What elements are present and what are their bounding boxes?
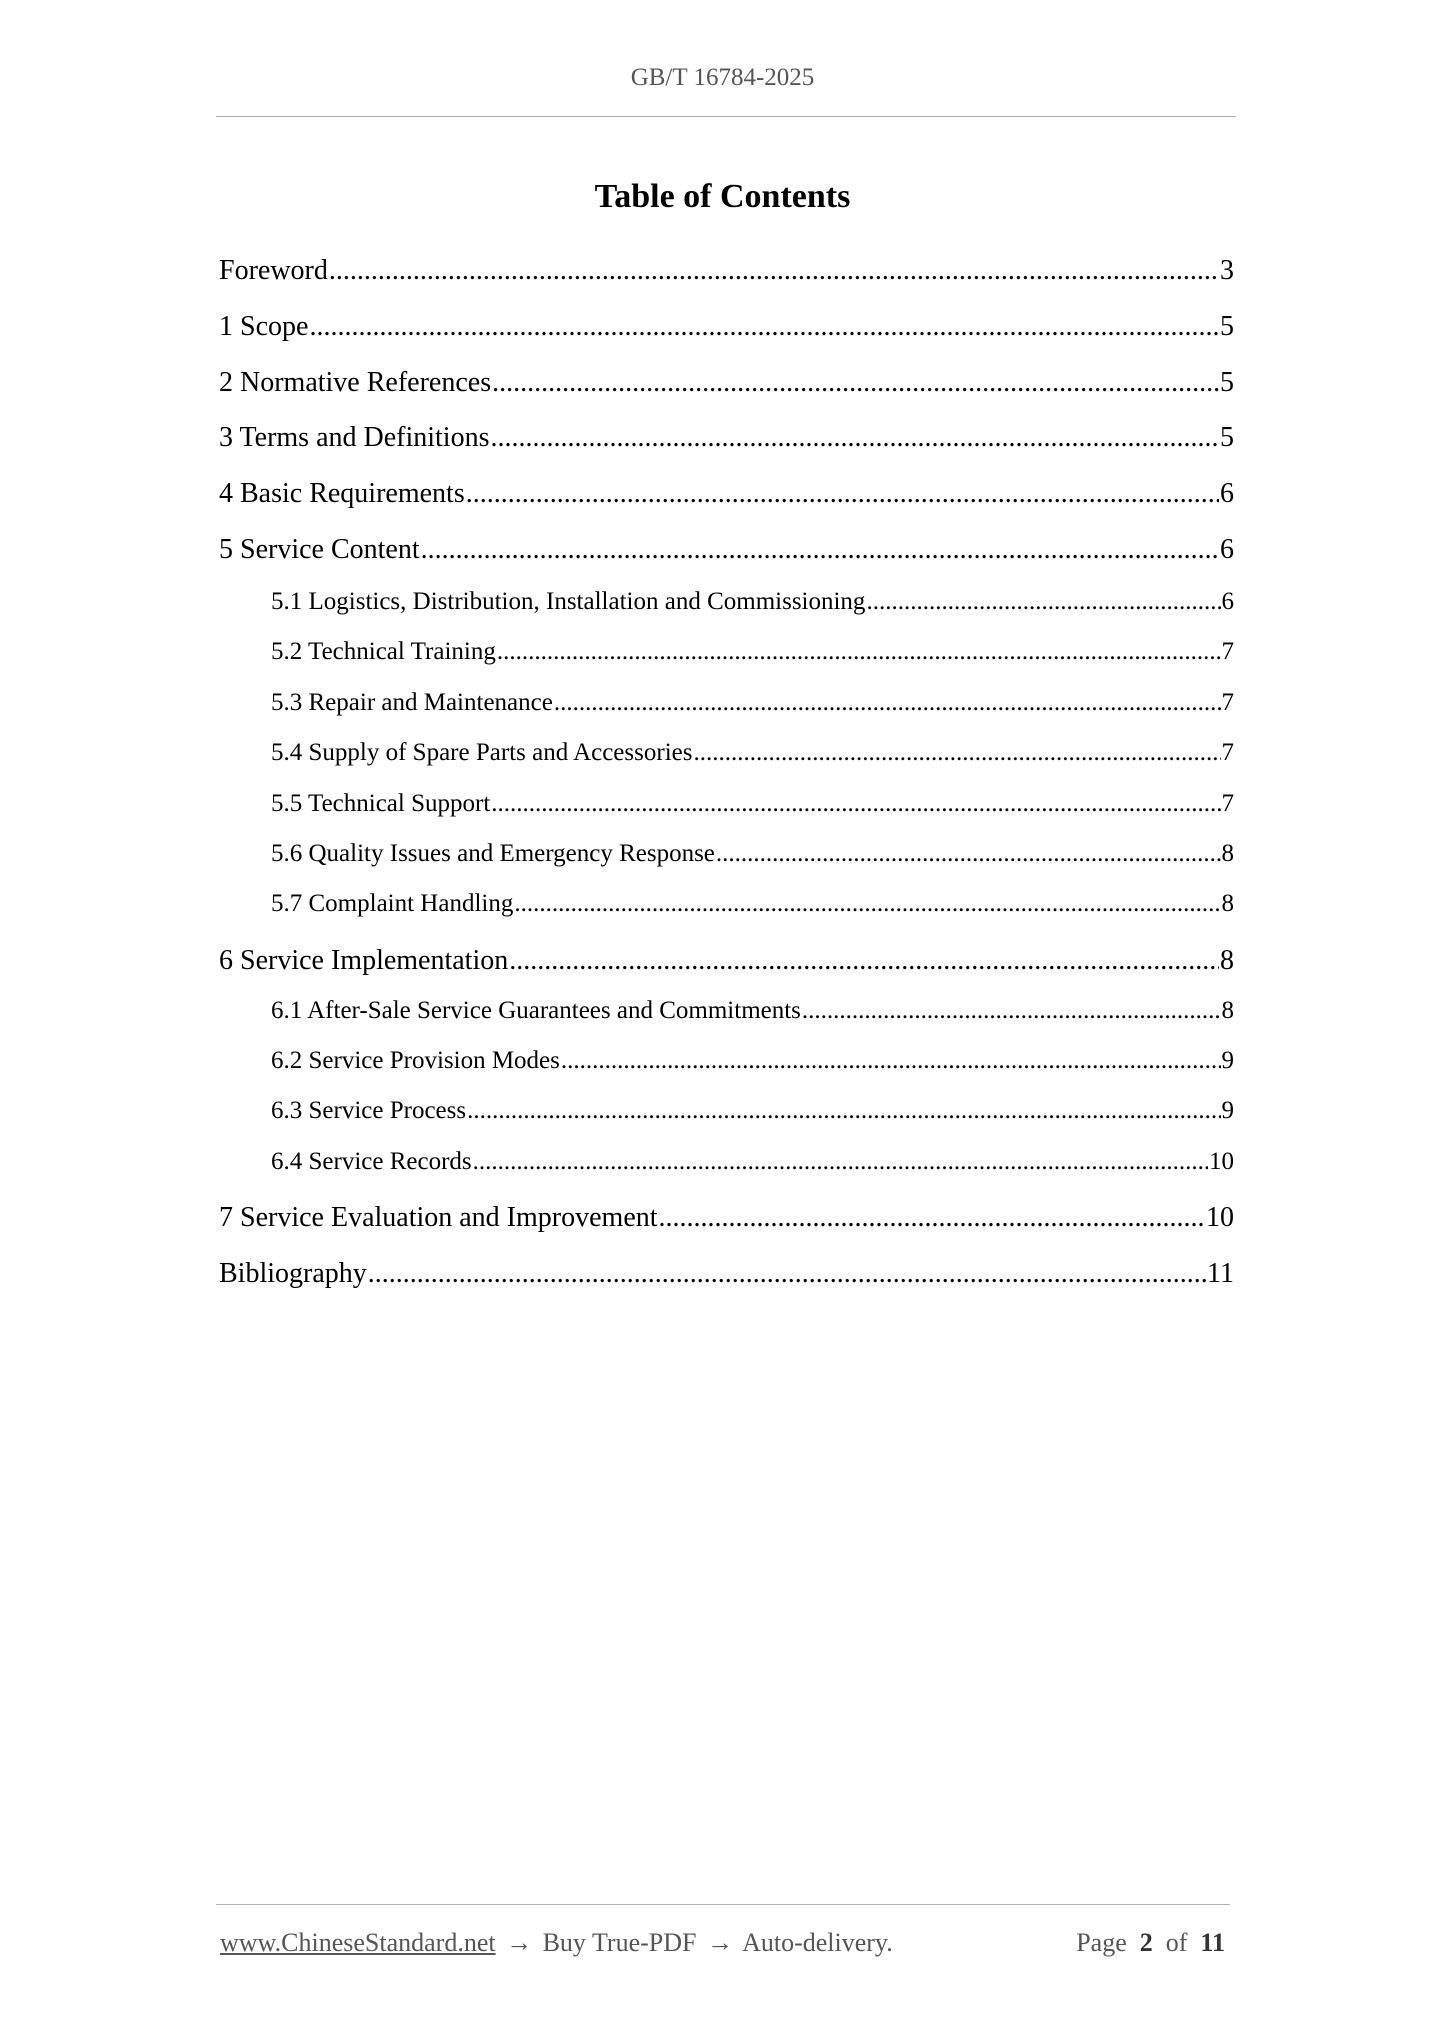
toc-entry-page: 7 [1221, 739, 1234, 766]
dot-leader [467, 1097, 1220, 1125]
toc-entry-page: 9 [1221, 1047, 1234, 1074]
footer-divider [216, 1904, 1230, 1905]
toc-entry-label: 5 Service Content [219, 534, 420, 565]
toc-subentry[interactable] [271, 739, 1234, 767]
toc-title: Table of Contents [594, 178, 851, 215]
toc-entry-page: 10 [1206, 1202, 1234, 1233]
toc-subentry[interactable] [271, 588, 1234, 616]
toc-entry-label: Foreword [219, 255, 328, 286]
footer-promo [220, 1928, 893, 1958]
toc-entry-label: 6 Service Implementation [219, 945, 509, 976]
arrow-right-icon: → [506, 1928, 533, 1957]
toc-entry[interactable] [219, 422, 1234, 454]
toc-entry-page: 8 [1221, 997, 1234, 1024]
toc-entry-page: 7 [1221, 689, 1234, 716]
dot-leader [866, 588, 1220, 616]
dot-leader [554, 689, 1221, 717]
toc-entry-label: 1 Scope [219, 311, 309, 342]
toc-entry-label: 5.1 Logistics, Distribution, Installation and Commissioning [271, 588, 866, 615]
toc-entry-page: 5 [1220, 367, 1234, 398]
dot-leader [659, 1202, 1205, 1234]
toc-entry-label: Bibliography [219, 1258, 367, 1289]
toc-entry[interactable] [219, 255, 1234, 287]
toc-entry-label: 5.4 Supply of Spare Parts and Accessories [271, 739, 693, 766]
toc-entry-label: 6.2 Service Provision Modes [271, 1047, 560, 1074]
toc-entry-page: 8 [1220, 945, 1234, 976]
toc-subentry[interactable] [271, 1097, 1234, 1125]
toc-subentry[interactable] [271, 840, 1234, 868]
toc-entry[interactable] [219, 534, 1234, 566]
page-total: 11 [1200, 1928, 1225, 1957]
toc-entry-label: 2 Normative References [219, 367, 492, 398]
dot-leader [693, 739, 1220, 767]
toc-entry-page: 5 [1220, 422, 1234, 453]
dot-leader [802, 997, 1221, 1025]
dot-leader [514, 890, 1220, 918]
toc-entry-label: 4 Basic Requirements [219, 478, 465, 509]
toc-subentry[interactable] [271, 997, 1234, 1025]
toc-entry-page: 7 [1221, 638, 1234, 665]
dot-leader [473, 1148, 1208, 1176]
header-divider [216, 116, 1236, 117]
toc-entry-label: 5.5 Technical Support [271, 790, 491, 817]
toc-entry-page: 5 [1220, 311, 1234, 342]
dot-leader [716, 840, 1221, 868]
dot-leader [490, 422, 1219, 454]
toc-entry-label: 5.2 Technical Training [271, 638, 496, 665]
dot-leader [491, 790, 1220, 818]
dot-leader [492, 367, 1219, 399]
toc-entry-page: 6 [1221, 588, 1234, 615]
toc-entry-label: 5.7 Complaint Handling [271, 890, 514, 917]
toc-entry-page: 3 [1220, 255, 1234, 286]
toc-subentry[interactable] [271, 1148, 1234, 1176]
toc-entry-label: 5.3 Repair and Maintenance [271, 689, 553, 716]
toc-entry[interactable] [219, 945, 1234, 977]
toc-subentry[interactable] [271, 1047, 1234, 1075]
site-link[interactable]: www.ChineseStandard.net [220, 1928, 496, 1957]
toc-entry-page: 8 [1221, 890, 1234, 917]
dot-leader [561, 1047, 1221, 1075]
toc-entry-page: 6 [1220, 478, 1234, 509]
dot-leader [509, 945, 1219, 977]
toc-entry[interactable] [219, 1202, 1234, 1234]
page-current: 2 [1139, 1928, 1153, 1957]
dot-leader [329, 255, 1219, 287]
toc-subentry[interactable] [271, 790, 1234, 818]
dot-leader [368, 1258, 1206, 1290]
toc-entry[interactable] [219, 478, 1234, 510]
toc-entry[interactable] [219, 367, 1234, 399]
toc-entry-page: 10 [1209, 1148, 1234, 1175]
toc-entry-label: 6.3 Service Process [271, 1097, 467, 1124]
toc-entry-label: 6.4 Service Records [271, 1148, 472, 1175]
toc-entry-page: 7 [1221, 790, 1234, 817]
toc-entry-label: 5.6 Quality Issues and Emergency Response [271, 840, 715, 867]
page-number [1076, 1928, 1225, 1958]
dot-leader [497, 638, 1221, 666]
page-header: GB/T 16784-2025 [630, 64, 815, 91]
toc-entry-page: 9 [1221, 1097, 1234, 1124]
toc-entry-label: 3 Terms and Definitions [219, 422, 490, 453]
toc-entry-page: 6 [1220, 534, 1234, 565]
toc-entry[interactable] [219, 1258, 1234, 1290]
toc-subentry[interactable] [271, 689, 1234, 717]
arrow-right-icon: → [707, 1928, 733, 1957]
toc-entry-label: 7 Service Evaluation and Improvement [219, 1202, 658, 1233]
toc-entry[interactable] [219, 311, 1234, 343]
dot-leader [466, 478, 1219, 510]
toc-subentry[interactable] [271, 638, 1234, 666]
buy-text: Buy True-PDF [542, 1928, 697, 1957]
toc-entry-page: 8 [1221, 840, 1234, 867]
dot-leader [309, 311, 1219, 343]
toc-entry-page: 11 [1207, 1258, 1234, 1289]
dot-leader [421, 534, 1219, 566]
toc-entry-label: 6.1 After-Sale Service Guarantees and Commitments [271, 997, 801, 1024]
page-of: of [1165, 1928, 1188, 1957]
page-word: Page [1076, 1928, 1127, 1957]
toc-subentry[interactable] [271, 890, 1234, 918]
delivery-text: Auto-delivery. [742, 1928, 893, 1957]
